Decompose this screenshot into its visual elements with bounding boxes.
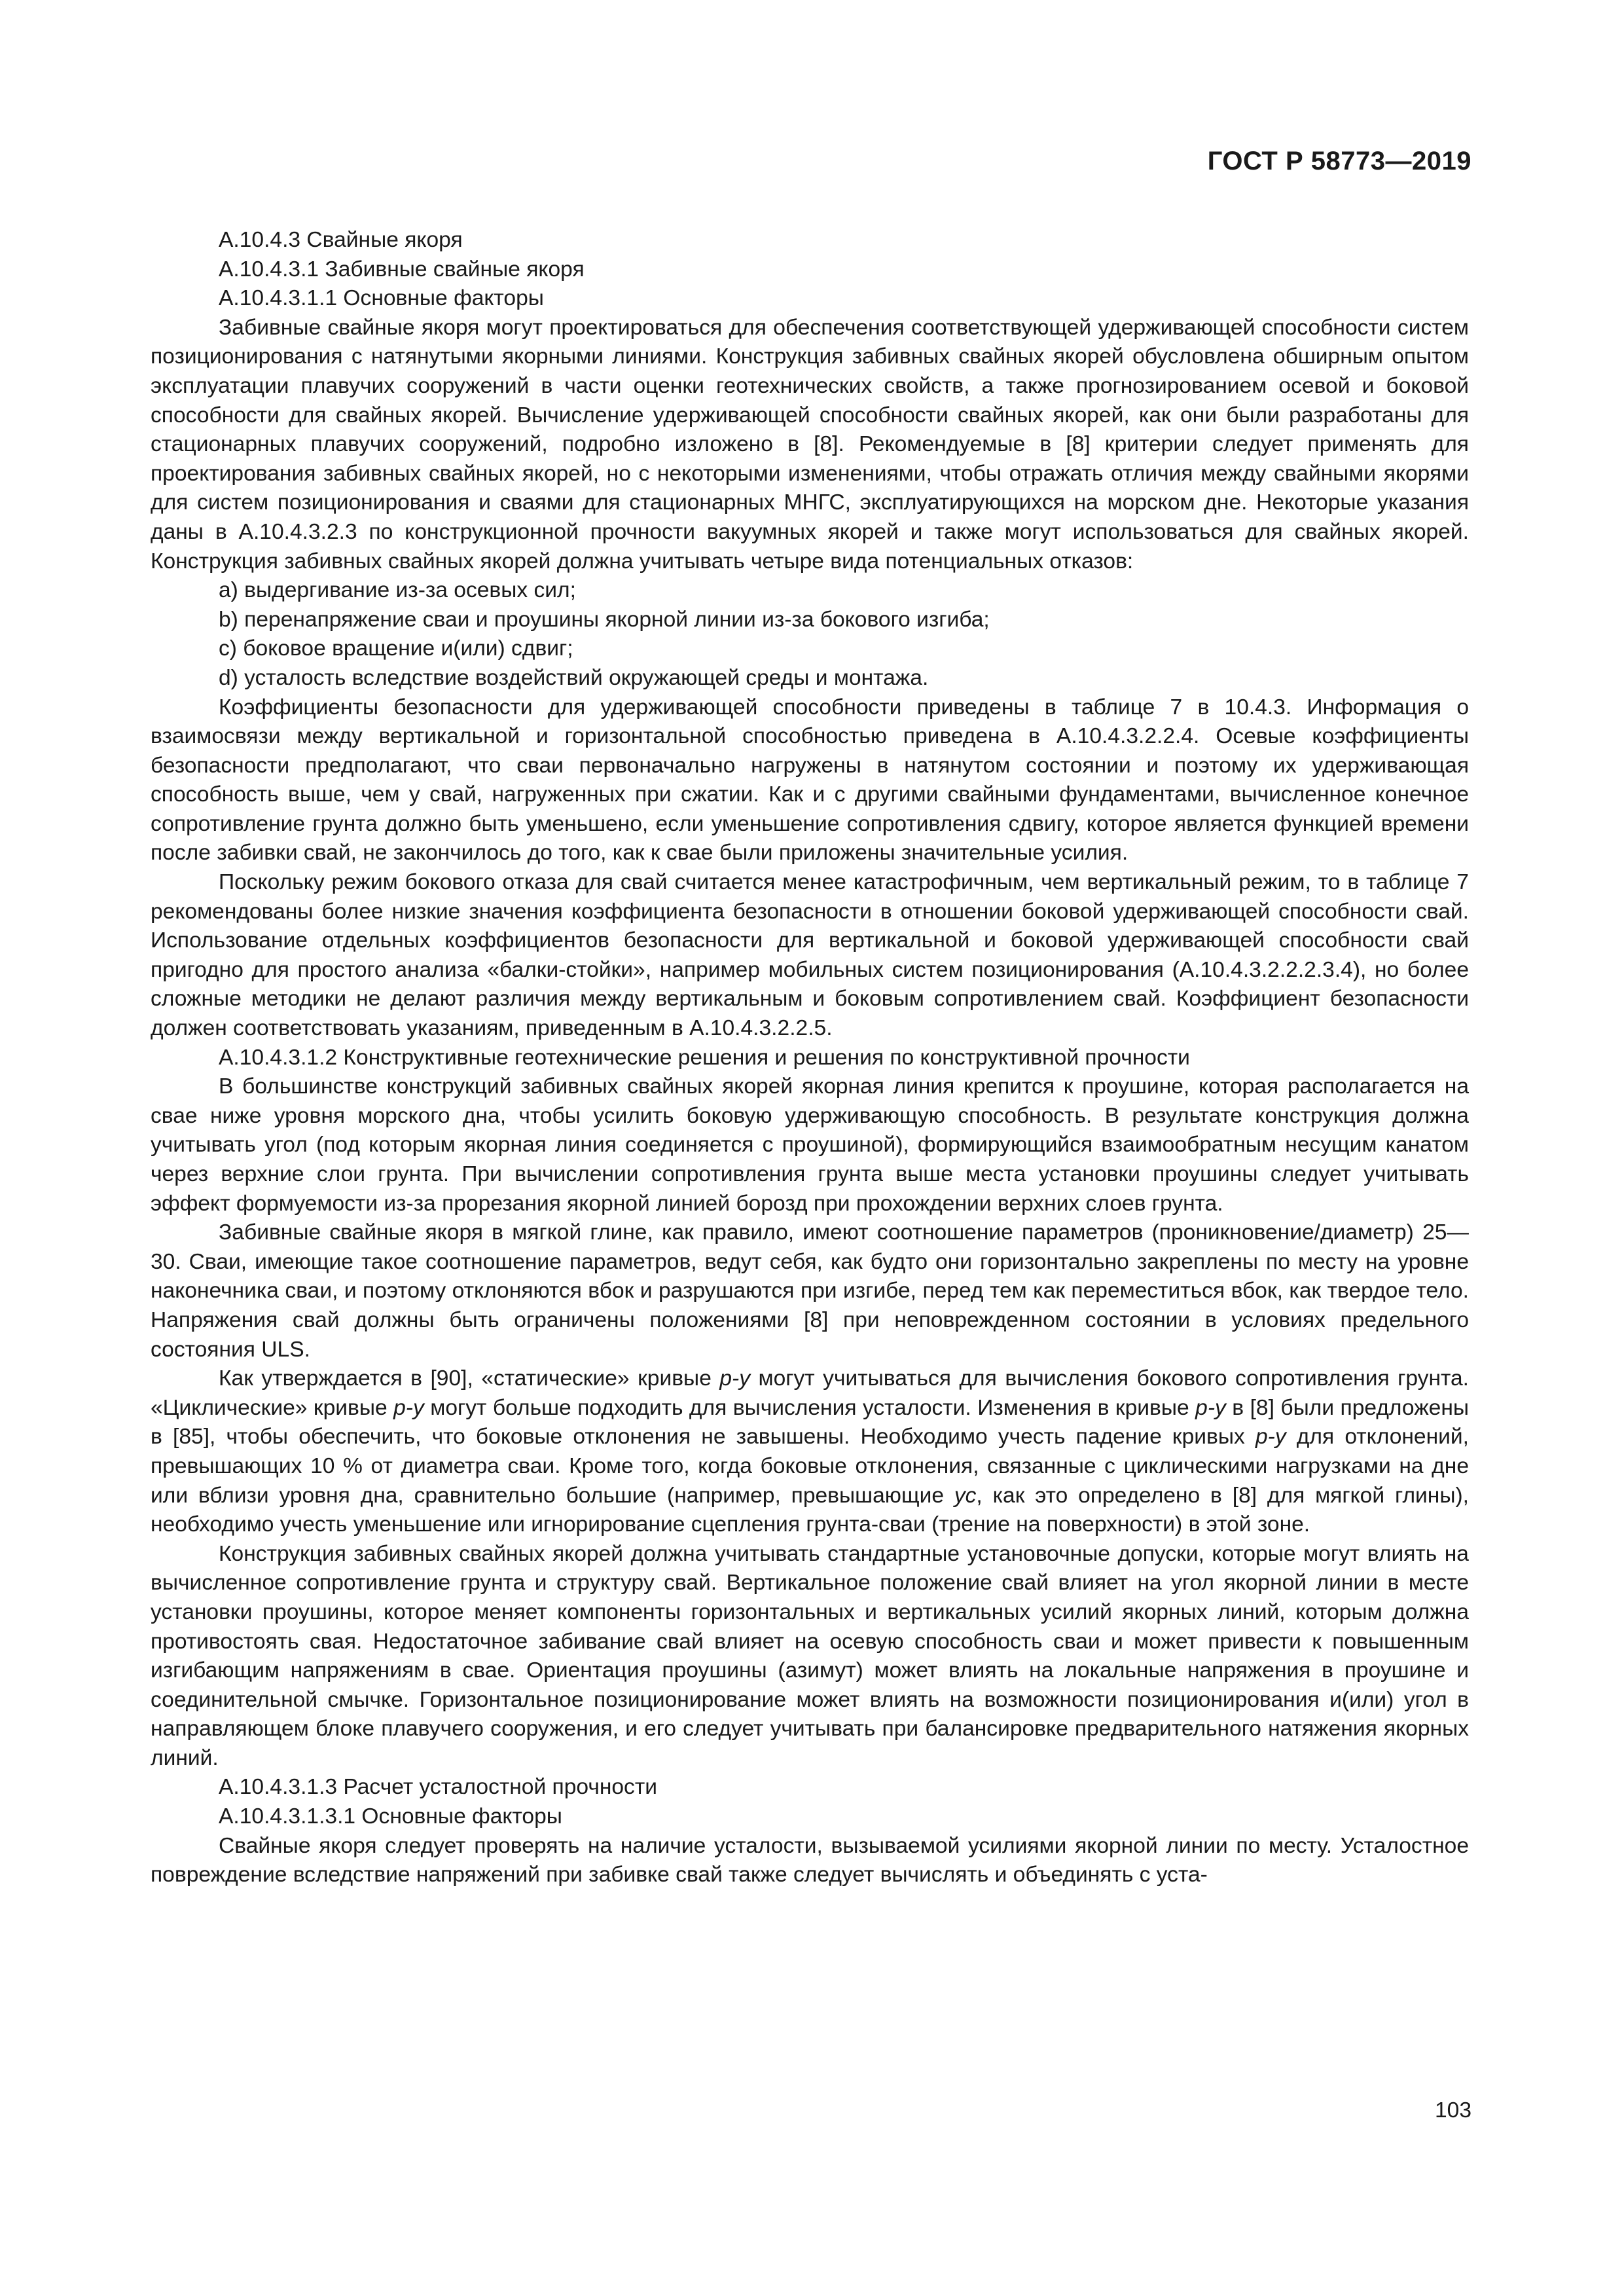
page-number: 103 <box>1434 2098 1471 2123</box>
text-run: могут учитываться для вычисления бокового сопротивления грунта. «Циклические» кривые <box>151 1366 1470 1420</box>
paragraph <box>151 1364 1469 1540</box>
subsubsection-heading: А.10.4.3.1.1 Основные факторы <box>219 286 544 311</box>
text-run: Как утверждается в [90], «статические» кривые <box>219 1366 720 1391</box>
subsubsection-heading: А.10.4.3.1.3 Расчет усталостной прочности <box>219 1775 657 1800</box>
formula-term: yc <box>954 1483 977 1508</box>
subsubsection-heading: А.10.4.3.1.3.1 Основные факторы <box>219 1804 562 1829</box>
paragraph: Поскольку режим бокового отказа для свай считается менее катастрофичным, чем вертикальный режим, то в таблице 7 рекомендованы более низкие значения коэффициента безопасности в отношении боковой удерживающей способности свай. Использование отдельных коэффициентов безопасности для вертикальной и боковой удерживающей способности свай пригодно для простого анализа «балки-стойки», например мобильных систем позиционирования (А.10.4.3.2.2.2.3.4), но более сложные методики не делают различия между вертикальным и боковым сопротивлением свай. Коэффициент безопасности должен соответствовать указаниям, приведенным в А.10.4.3.2.2.5. <box>151 870 1469 1041</box>
text-run: для отклонений, превышающих 10 % от диаметра сваи. Кроме того, когда боковые отклонения, связанные с циклическими нагрузками на дне или вблизи уровня дна, сравнительно большие (например, превышающие <box>151 1425 1469 1508</box>
formula-term: p-y <box>719 1366 751 1391</box>
paragraph: Свайные якоря следует проверять на наличие усталости, вызываемой усилиями якорной линии по месту. Усталостное повреждение вследствие напряжений при забивке свай также следует вычислять и объединять с уста- <box>151 1833 1469 1887</box>
subsection-heading: А.10.4.3.1 Забивные свайные якоря <box>219 257 585 282</box>
list-item: а) выдергивание из-за осевых сил; <box>219 578 576 603</box>
text-run: могут больше подходить для вычисления усталости. Изменения в кривые <box>424 1395 1196 1420</box>
paragraph: Конструкция забивных свайных якорей должна учитывать стандартные установочные допуски, которые могут влиять на вычисленное сопротивление грунта и структуру свай. Вертикальное положение свай влияет на угол якорной линии в месте установки проушины, которое меняет компоненты горизонтальных и вертикальных усилий якорных линий, которым должна противостоять свая. Недостаточное забивание свай влияет на осевую способность сваи и может привести к повышенным изгибающим напряжениям в сваe. Ориентация проушины (азимут) может влиять на локальные напряжения в проушине и соединительной смычке. Горизонтальное позиционирование может влиять на возможности позиционирования и(или) угол в направляющем блоке плавучего сооружения, и его следует учитывать при балансировке предварительного натяжения якорных линий. <box>151 1541 1469 1770</box>
list-item: d) усталость вследствие воздействий окружающей среды и монтажа. <box>219 665 929 690</box>
paragraph: В большинстве конструкций забивных свайных якорей якорная линия крепится к проушине, которая располагается на сваe ниже уровня морского дна, чтобы усилить боковую удерживающую способность. В результате конструкция должна учитывать угол (под которым якорная линия соединяется с проушиной), формирующийся взаимообратным несущим канатом через верхние слои грунта. При вычислении сопротивления грунта выше места установки проушины следует учитывать эффект формуемости из-за прорезания якорной линией борозд при прохождении верхних слоев грунта. <box>151 1074 1469 1216</box>
subsubsection-heading: А.10.4.3.1.2 Конструктивные геотехнические решения и решения по конструктивной прочности <box>219 1045 1190 1070</box>
list-item: b) перенапряжение сваи и проушины якорной линии из-за бокового изгиба; <box>219 607 990 632</box>
list-item: с) боковое вращение и(или) сдвиг; <box>219 636 573 661</box>
document-code: ГОСТ Р 58773—2019 <box>1207 147 1471 175</box>
paragraph: Забивные свайные якоря могут проектироваться для обеспечения соответствующей удерживающей способности систем позиционирования с натянутыми якорными линиями. Конструкция забивных свайных якорей обусловлена обширным опытом эксплуатации плавучих сооружений в части оценки геотехнических свойств, а также прогнозированием осевой и боковой способности для свайных якорей. Вычисление удерживающей способности свайных якорей, как они были разработаны для стационарных плавучих сооружений, подробно изложено в [8]. Рекомендуемые в [8] критерии следует применять для проектирования забивных свайных якорей, но с некоторыми изменениями, чтобы отражать отличия между свайными якорями для систем позиционирования и сваями для стационарных МНГС, эксплуатирующихся на морском дне. Некоторые указания даны в А.10.4.3.2.3 по конструкционной прочности вакуумных якорей и также могут использоваться для свайных якорей. Конструкция забивных свайных якорей должна учитывать четыре вида потенциальных отказов: <box>151 315 1469 574</box>
text-run: в [8] были предложены в [85], чтобы обеспечить, что боковые отклонения не завышены. Необходимо учесть падение кривых <box>151 1395 1470 1449</box>
formula-term: p-y <box>393 1395 424 1420</box>
formula-term: p-y <box>1195 1395 1226 1420</box>
paragraph: Коэффициенты безопасности для удерживающей способности приведены в таблице 7 в 10.4.3. Информация о взаимосвязи между вертикальной и горизонтальной способностью приведена в А.10.4.3.2.2.4. Осевые коэффициенты безопасности предполагают, что сваи первоначально нагружены в натянутом состоянии и поэтому их удерживающая способность выше, чем у свай, нагруженных при сжатии. Как и с другими свайными фундаментами, вычисленное конечное сопротивление грунта должно быть уменьшено, если уменьшение сопротивления сдвигу, которое является функцией времени после забивки свай, не закончилось до того, как к свае были приложены значительные усилия. <box>151 695 1469 866</box>
section-heading: А.10.4.3 Свайные якоря <box>219 228 463 252</box>
document-body <box>151 226 1469 1890</box>
text-run: , как это определено в [8] для мягкой глины), необходимо учесть уменьшение или игнорирование сцепления грунта-сваи (трение на поверхности) в этой зоне. <box>151 1483 1469 1537</box>
formula-term: p-y <box>1255 1425 1286 1449</box>
paragraph: Забивные свайные якоря в мягкой глине, как правило, имеют соотношение параметров (проникновение/диаметр) 25—30. Сваи, имеющие такое соотношение параметров, ведут себя, как будто они горизонтально закреплены по месту на уровне наконечника сваи, и поэтому отклоняются вбок и разрушаются при изгибе, перед тем как переместиться вбок, как твердое тело. Напряжения свай должны быть ограничены положениями [8] при неповрежденном состоянии в условиях предельного состояния ULS. <box>151 1220 1469 1362</box>
